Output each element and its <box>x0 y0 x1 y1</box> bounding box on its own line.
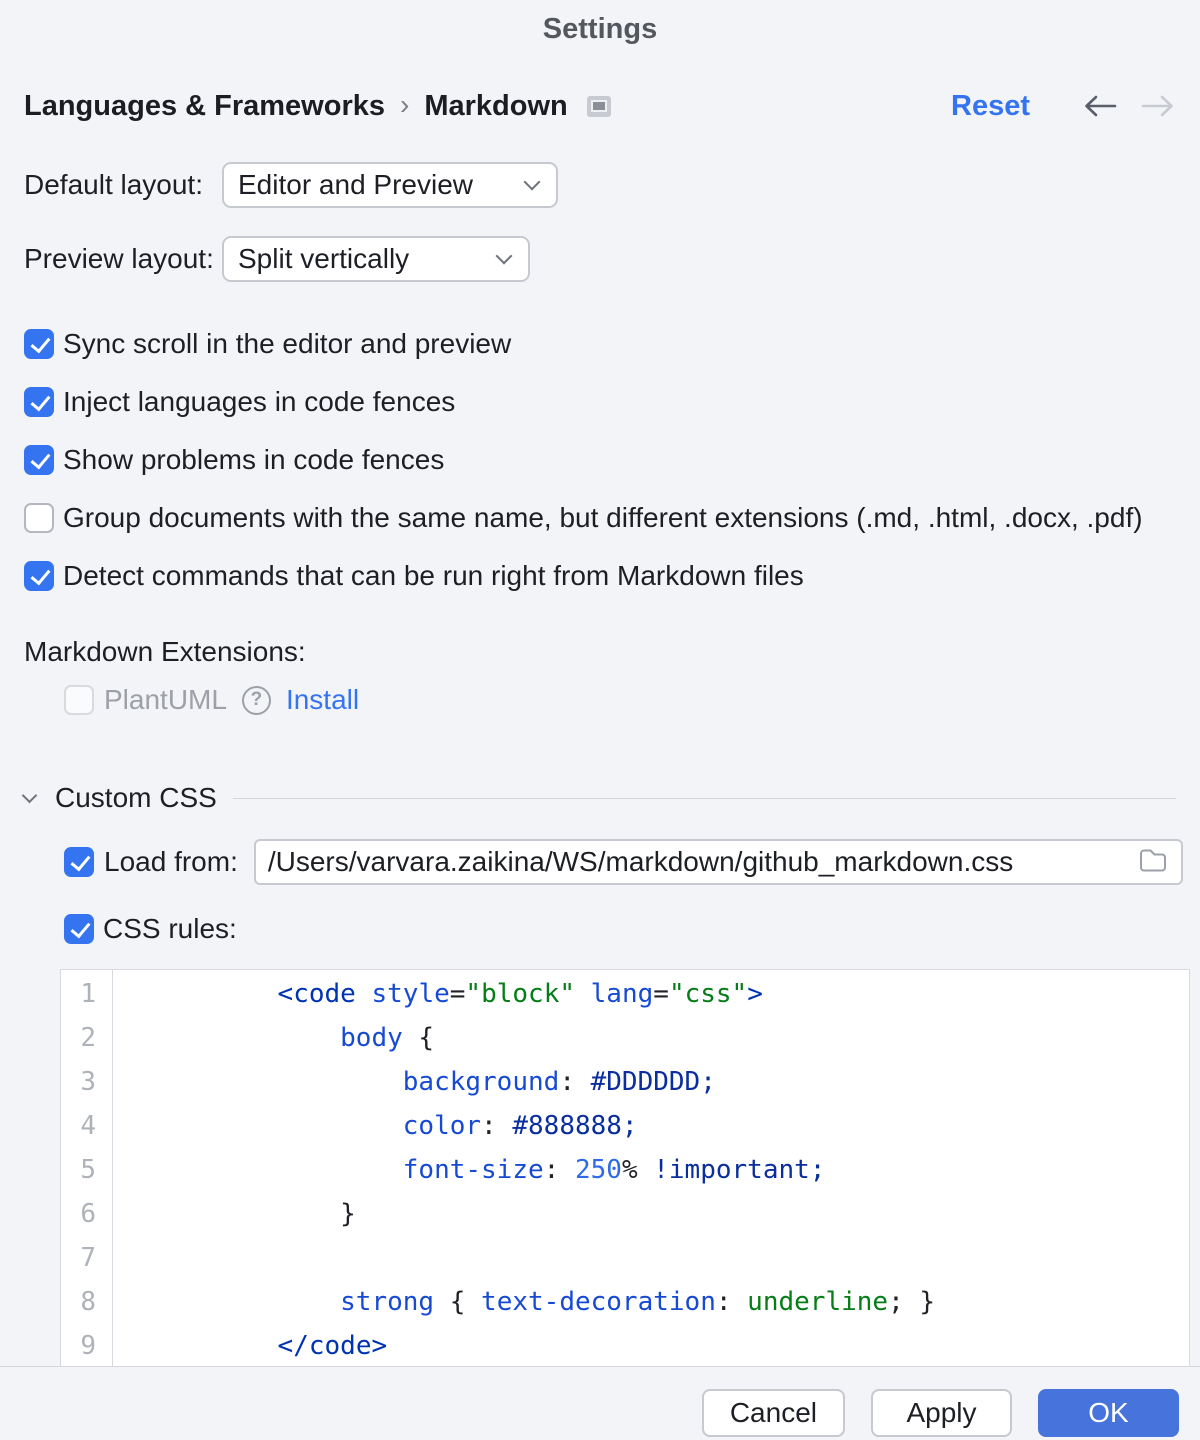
chevron-down-icon <box>496 248 513 265</box>
preview-layout-label: Preview layout: <box>24 243 214 274</box>
breadcrumb <box>24 89 611 124</box>
code-line[interactable]: color: #888888; <box>402 1111 638 1141</box>
default-layout-label: Default layout: <box>24 169 203 200</box>
default-layout-select[interactable] <box>222 162 558 208</box>
checkbox-row-detect-commands <box>24 561 1176 591</box>
load-from-label: Load from: <box>104 846 238 877</box>
preview-layout-row <box>24 236 1176 282</box>
breadcrumb-markdown: Markdown <box>424 89 568 122</box>
line-number: 1 <box>80 979 96 1009</box>
load-from-input-wrap <box>254 839 1183 885</box>
reset-link[interactable]: Reset <box>951 89 1030 122</box>
line-number: 3 <box>80 1067 96 1097</box>
code-line[interactable]: font-size: 250% !important; <box>402 1155 826 1185</box>
preview-layout-value: Split vertically <box>238 243 410 274</box>
preview-layout-select[interactable] <box>222 236 530 282</box>
code-line[interactable]: background: #DDDDDD; <box>402 1067 716 1097</box>
chevron-down-icon <box>524 174 541 191</box>
plantuml-checkbox[interactable] <box>64 685 94 715</box>
code-line[interactable]: strong { text-decoration: underline; } <box>340 1287 936 1317</box>
code-line[interactable]: <code style="block" lang="css"> <box>277 979 763 1009</box>
css-rules-label: CSS rules: <box>103 913 237 944</box>
code-line[interactable] <box>121 1236 1189 1280</box>
css-rules-checkbox[interactable] <box>64 914 94 944</box>
code-line[interactable]: body { <box>340 1023 435 1053</box>
detect-commands-label: Detect commands that can be run right from Markdown files <box>63 560 804 591</box>
sync-scroll-label: Sync scroll in the editor and preview <box>63 328 512 359</box>
dialog-footer <box>0 1366 1200 1440</box>
help-icon[interactable]: ? <box>242 686 271 715</box>
options-checkbox-list <box>24 329 1176 591</box>
show-problems-label: Show problems in code fences <box>63 444 445 475</box>
detect-commands-checkbox[interactable] <box>24 561 54 591</box>
markdown-settings-icon-inner <box>591 100 607 112</box>
cancel-button[interactable]: Cancel <box>702 1389 845 1437</box>
markdown-extensions-label: Markdown Extensions: <box>24 636 306 667</box>
show-problems-checkbox[interactable] <box>24 445 54 475</box>
custom-css-section-header[interactable] <box>24 782 1176 814</box>
load-from-row <box>64 839 1183 885</box>
inject-languages-checkbox[interactable] <box>24 387 54 417</box>
sync-scroll-checkbox[interactable] <box>24 329 54 359</box>
editor-code[interactable] <box>113 970 1189 1368</box>
group-documents-checkbox[interactable] <box>24 503 54 533</box>
chevron-right-icon: › <box>400 88 410 120</box>
default-layout-row <box>24 162 1176 208</box>
ok-button[interactable]: OK <box>1038 1389 1179 1437</box>
group-documents-label: Group documents with the same name, but different extensions (.md, .html, .docx, .pdf) <box>63 502 1143 533</box>
editor-gutter <box>61 970 113 1368</box>
settings-header <box>24 86 1176 126</box>
plantuml-label: PlantUML <box>104 684 227 715</box>
back-icon[interactable] <box>1082 93 1118 119</box>
checkbox-row-sync-scroll <box>24 329 1176 359</box>
css-path-input[interactable] <box>254 839 1183 885</box>
apply-button[interactable]: Apply <box>871 1389 1012 1437</box>
install-link[interactable]: Install <box>285 684 360 715</box>
css-rules-editor[interactable] <box>60 969 1190 1369</box>
code-line[interactable]: </code> <box>277 1331 388 1361</box>
plantuml-row <box>64 685 1176 715</box>
markdown-settings-icon <box>587 96 611 117</box>
line-number: 9 <box>80 1331 96 1361</box>
inject-languages-label: Inject languages in code fences <box>63 386 456 417</box>
line-number: 4 <box>80 1111 96 1141</box>
line-number: 5 <box>80 1155 96 1185</box>
code-line[interactable]: } <box>121 1199 356 1229</box>
line-number: 8 <box>80 1287 96 1317</box>
header-actions <box>951 90 1176 123</box>
forward-icon[interactable] <box>1140 93 1176 119</box>
line-number: 7 <box>80 1243 96 1273</box>
custom-css-section-label: Custom CSS <box>55 782 217 813</box>
dialog-titlebar <box>0 0 1200 58</box>
default-layout-value: Editor and Preview <box>238 169 474 200</box>
folder-icon[interactable] <box>1137 847 1169 875</box>
window-title: Settings <box>542 12 658 45</box>
checkbox-row-group-documents <box>24 503 1176 533</box>
checkbox-row-show-problems <box>24 445 1176 475</box>
css-rules-row <box>64 914 1176 944</box>
breadcrumb-languages-frameworks[interactable]: Languages & Frameworks <box>24 89 385 122</box>
chevron-down-icon[interactable] <box>22 788 38 804</box>
line-number: 6 <box>80 1199 96 1229</box>
load-from-checkbox[interactable] <box>64 847 94 877</box>
line-number: 2 <box>80 1023 96 1053</box>
checkbox-row-inject-languages <box>24 387 1176 417</box>
section-divider <box>233 798 1176 799</box>
